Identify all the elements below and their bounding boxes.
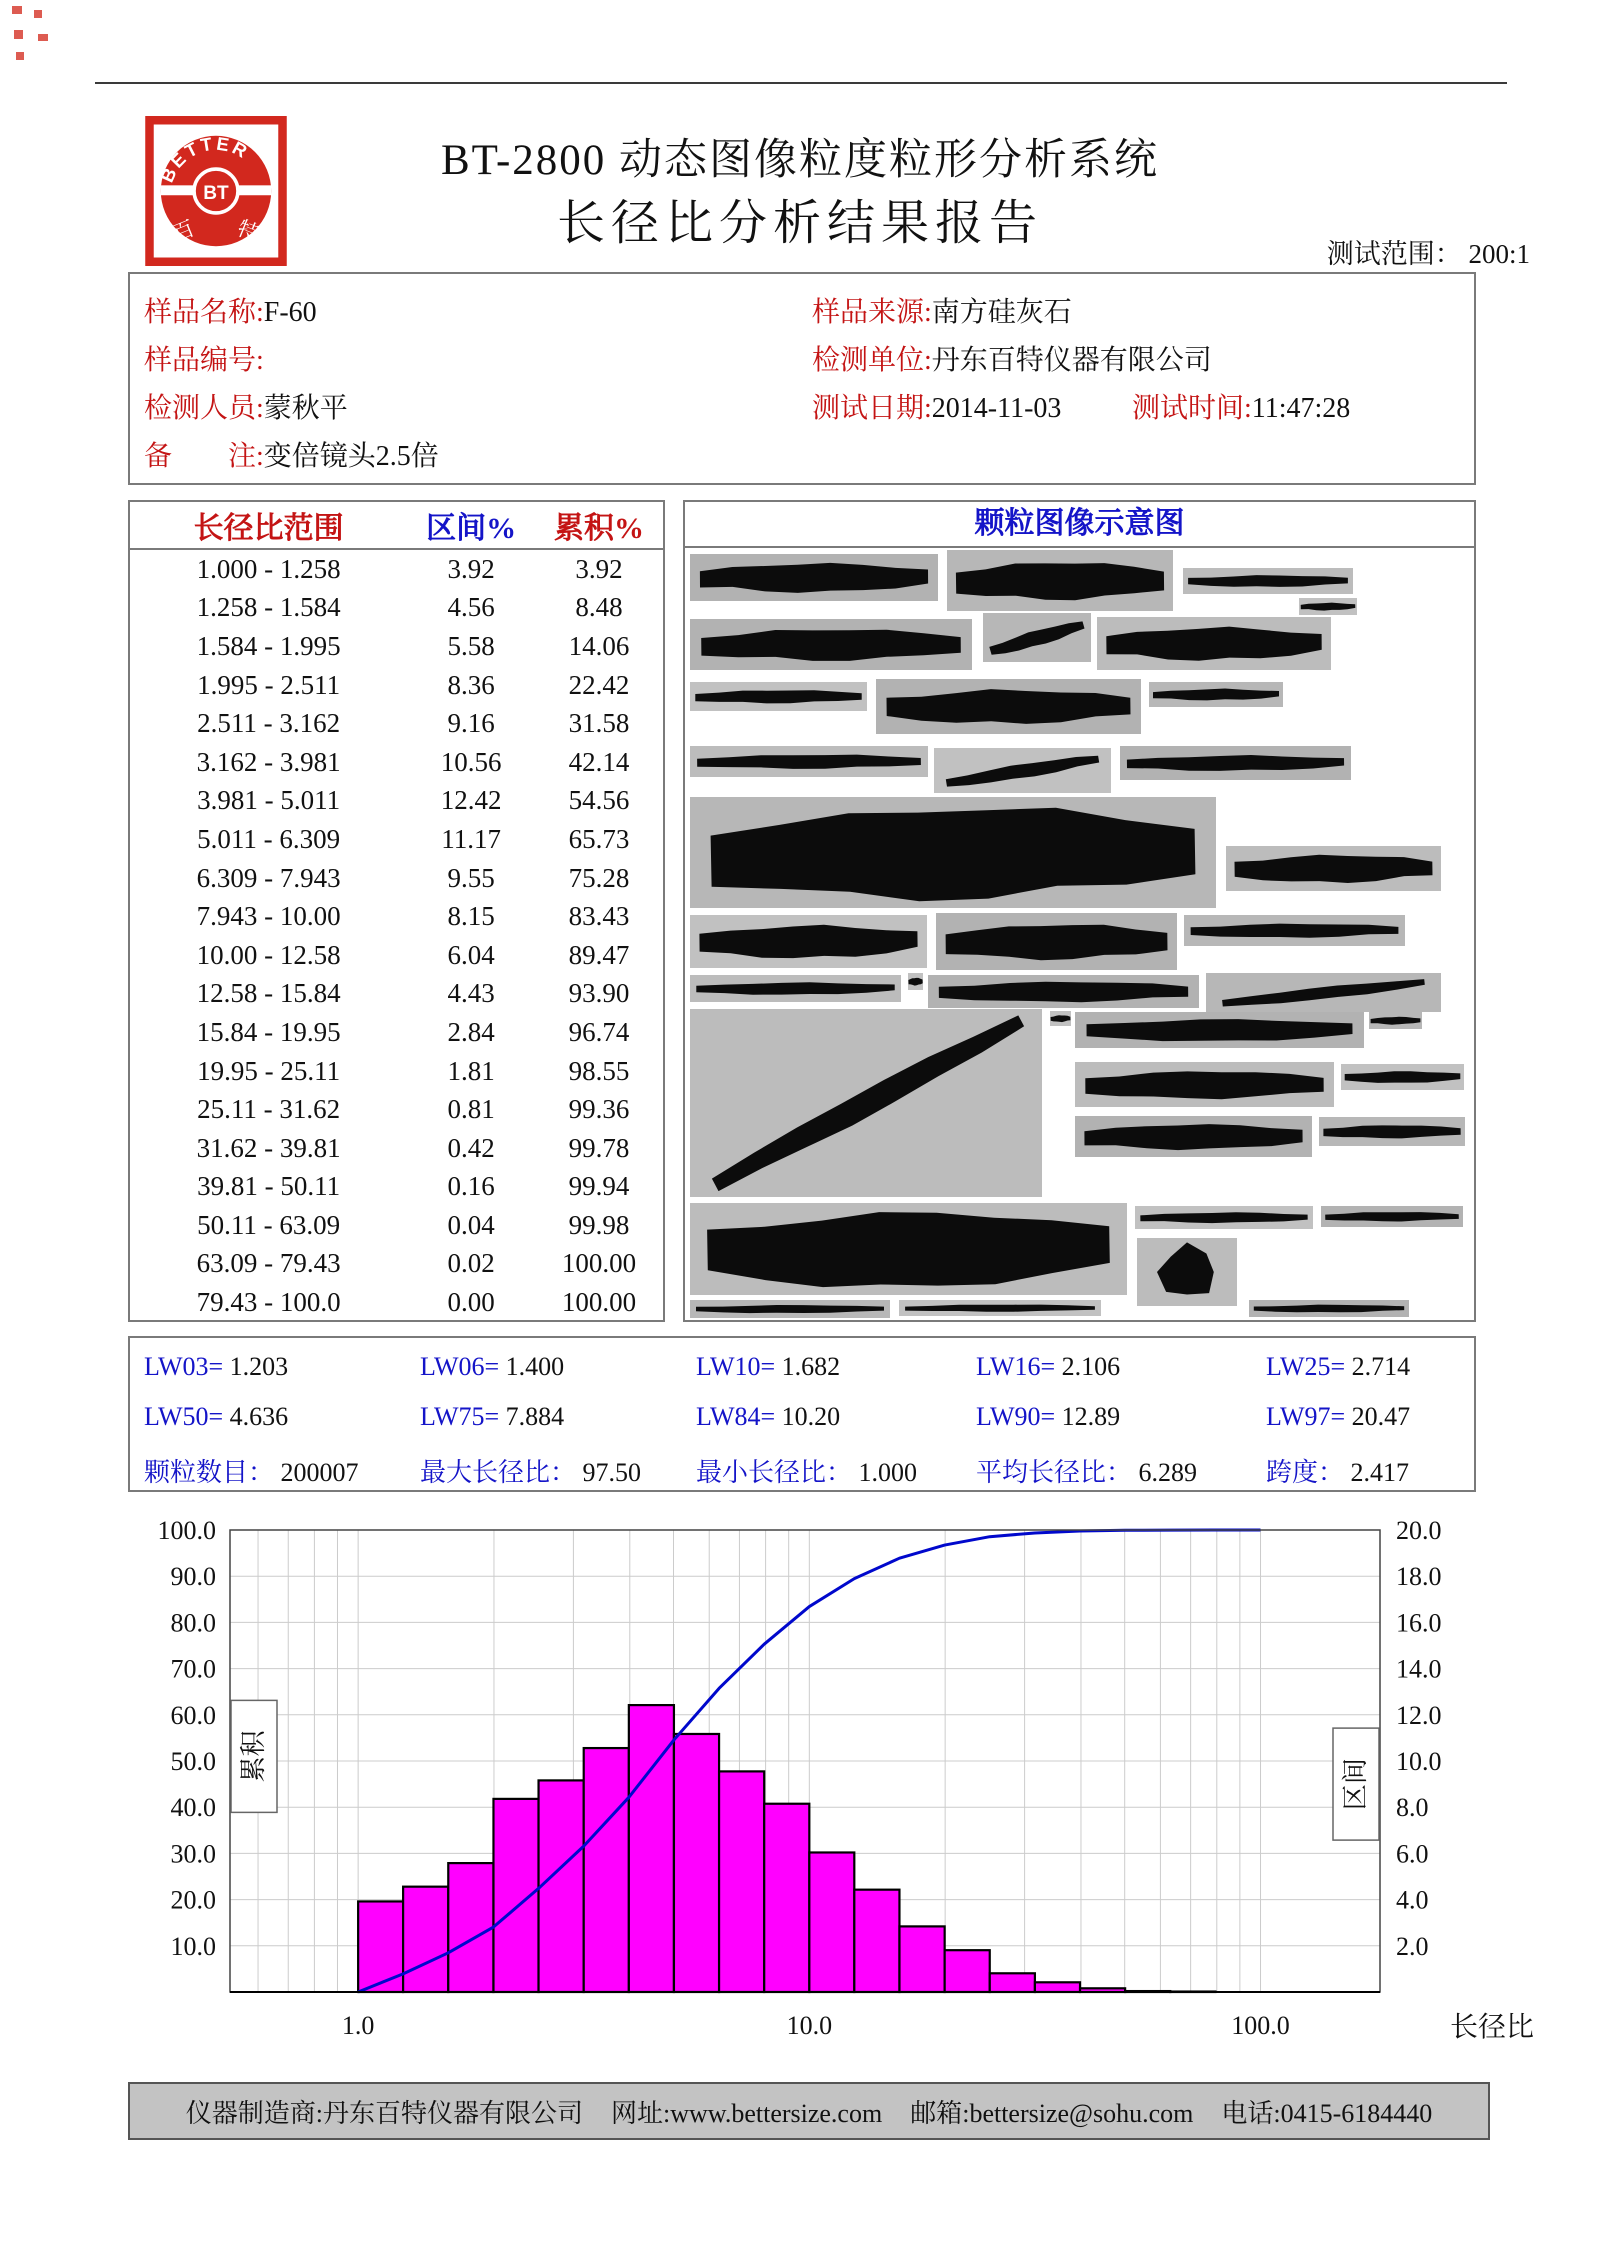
svg-text:100.0: 100.0 bbox=[157, 1516, 216, 1545]
range-cell: 63.09 - 79.43 bbox=[196, 1248, 341, 1279]
svg-text:14.0: 14.0 bbox=[1396, 1654, 1442, 1684]
stat-label: LW25= bbox=[1266, 1352, 1346, 1381]
stat-item bbox=[420, 1452, 641, 1489]
svg-text:10.0: 10.0 bbox=[786, 2011, 833, 2040]
cumulative-cell: 99.94 bbox=[568, 1171, 630, 1202]
stat-item bbox=[976, 1352, 1120, 1382]
stat-value: 200007 bbox=[274, 1458, 359, 1487]
particle-image bbox=[1075, 1062, 1334, 1107]
stat-value: 7.884 bbox=[499, 1402, 565, 1431]
sample-source-field: 样品来源:南方硅灰石 bbox=[812, 297, 1072, 328]
table-row bbox=[130, 1245, 663, 1284]
particle-image bbox=[690, 619, 972, 670]
interval-cell: 10.56 bbox=[440, 746, 502, 777]
interval-cell: 4.43 bbox=[447, 978, 495, 1009]
interval-cell: 8.36 bbox=[447, 669, 495, 700]
range-cell: 7.943 - 10.00 bbox=[196, 901, 341, 932]
particle-image bbox=[1341, 1064, 1464, 1090]
stat-value: 1.000 bbox=[852, 1458, 918, 1487]
sample-id-field: 样品编号: bbox=[144, 345, 264, 376]
svg-text:1.0: 1.0 bbox=[341, 2011, 375, 2040]
table-row bbox=[130, 1052, 663, 1091]
stat-value: 1.682 bbox=[775, 1352, 841, 1381]
range-cell: 19.95 - 25.11 bbox=[197, 1055, 341, 1086]
particle-image bbox=[690, 1300, 890, 1318]
range-cell: 2.511 - 3.162 bbox=[197, 708, 341, 739]
range-cell: 1.258 - 1.584 bbox=[196, 592, 341, 623]
svg-text:70.0: 70.0 bbox=[170, 1654, 216, 1684]
table-row bbox=[130, 975, 663, 1014]
svg-text:12.0: 12.0 bbox=[1396, 1700, 1442, 1730]
particle-image bbox=[690, 915, 927, 968]
cumulative-cell: 99.98 bbox=[568, 1209, 630, 1240]
svg-text:4.0: 4.0 bbox=[1396, 1885, 1429, 1915]
cumulative-cell: 99.78 bbox=[568, 1132, 630, 1163]
stat-label: 跨度： bbox=[1266, 1458, 1345, 1487]
table-row bbox=[130, 1206, 663, 1245]
particle-image bbox=[899, 1300, 1101, 1316]
particle-image bbox=[1249, 1300, 1409, 1317]
svg-text:10.0: 10.0 bbox=[1396, 1747, 1442, 1776]
stat-value: 2.417 bbox=[1344, 1458, 1410, 1487]
svg-text:特: 特 bbox=[233, 216, 263, 247]
range-cell: 31.62 - 39.81 bbox=[196, 1132, 341, 1163]
interval-cell: 9.55 bbox=[447, 862, 495, 893]
interval-cell: 0.42 bbox=[447, 1132, 495, 1163]
stat-label: 最大长径比： bbox=[420, 1458, 577, 1487]
range-cell: 5.011 - 6.309 bbox=[197, 823, 341, 854]
svg-text:60.0: 60.0 bbox=[170, 1700, 216, 1730]
footer-manufacturer: 仪器制造商:丹东百特仪器有限公司 bbox=[185, 2098, 583, 2128]
particle-image bbox=[1137, 1238, 1237, 1306]
table-row bbox=[130, 550, 663, 589]
svg-text:8.0: 8.0 bbox=[1396, 1793, 1429, 1823]
particle-image bbox=[1149, 682, 1283, 707]
particle-image bbox=[690, 746, 928, 777]
interval-cell: 0.04 bbox=[447, 1209, 495, 1240]
stat-label: LW50= bbox=[144, 1402, 224, 1431]
table-row bbox=[130, 1129, 663, 1168]
stat-item bbox=[1266, 1402, 1410, 1432]
report-title-line1: BT-2800 动态图像粒度粒形分析系统 bbox=[440, 137, 1160, 184]
svg-text:20.0: 20.0 bbox=[170, 1885, 216, 1915]
stat-value: 97.50 bbox=[576, 1458, 642, 1487]
cumulative-cell: 98.55 bbox=[568, 1055, 630, 1086]
stat-value: 4.636 bbox=[223, 1402, 289, 1431]
range-cell: 3.981 - 5.011 bbox=[197, 785, 341, 816]
col-header-cumulative: 累积% bbox=[554, 512, 645, 545]
interval-cell: 0.16 bbox=[447, 1171, 495, 1202]
stat-item bbox=[1266, 1352, 1410, 1382]
particle-image bbox=[1319, 1117, 1465, 1146]
statistics-box bbox=[128, 1336, 1476, 1492]
stat-item bbox=[696, 1402, 840, 1432]
test-range-label: 测试范围： bbox=[1326, 239, 1462, 269]
table-row bbox=[130, 704, 663, 743]
stat-item bbox=[976, 1402, 1120, 1432]
cumulative-cell: 100.00 bbox=[561, 1248, 637, 1279]
particle-image bbox=[1184, 915, 1405, 946]
svg-text:40.0: 40.0 bbox=[170, 1793, 216, 1823]
particle-image bbox=[690, 1203, 1127, 1295]
top-rule bbox=[95, 82, 1507, 84]
stat-label: LW97= bbox=[1266, 1402, 1346, 1431]
cumulative-cell: 65.73 bbox=[568, 823, 630, 854]
interval-cell: 1.81 bbox=[447, 1055, 495, 1086]
range-cell: 1.995 - 2.511 bbox=[197, 669, 341, 700]
table-row bbox=[130, 627, 663, 666]
svg-text:100.0: 100.0 bbox=[1231, 2011, 1290, 2040]
particle-image bbox=[1183, 568, 1353, 594]
col-header-interval: 区间% bbox=[426, 512, 517, 545]
stat-label: LW16= bbox=[976, 1352, 1056, 1381]
svg-text:90.0: 90.0 bbox=[170, 1562, 216, 1592]
table-row bbox=[130, 1090, 663, 1129]
particle-image bbox=[1135, 1206, 1313, 1229]
particle-image bbox=[1226, 846, 1441, 891]
interval-cell: 0.02 bbox=[447, 1248, 495, 1279]
particle-panel-title: 颗粒图像示意图 bbox=[685, 502, 1474, 548]
particle-image bbox=[690, 682, 867, 711]
stat-label: LW90= bbox=[976, 1402, 1056, 1431]
stat-value: 10.20 bbox=[775, 1402, 841, 1431]
interval-cell: 0.00 bbox=[447, 1287, 495, 1318]
sample-info-box bbox=[128, 272, 1476, 485]
cumulative-cell: 14.06 bbox=[568, 630, 630, 661]
particle-image bbox=[1097, 617, 1331, 670]
cumulative-cell: 75.28 bbox=[568, 862, 630, 893]
svg-text:区间: 区间 bbox=[1341, 1758, 1370, 1811]
stat-value: 2.714 bbox=[1345, 1352, 1411, 1381]
range-cell: 1.584 - 1.995 bbox=[196, 630, 341, 661]
table-row bbox=[130, 859, 663, 898]
range-cell: 15.84 - 19.95 bbox=[196, 1016, 341, 1047]
range-cell: 6.309 - 7.943 bbox=[196, 862, 341, 893]
particle-image bbox=[983, 613, 1091, 662]
range-cell: 50.11 - 63.09 bbox=[197, 1209, 341, 1240]
particle-image bbox=[908, 973, 923, 990]
footer-phone: 电话:0415-6184440 bbox=[1221, 2098, 1433, 2128]
svg-text:50.0: 50.0 bbox=[170, 1747, 216, 1776]
table-row bbox=[130, 897, 663, 936]
interval-cell: 9.16 bbox=[447, 708, 495, 739]
stat-label: LW84= bbox=[696, 1402, 776, 1431]
aspect-table-header bbox=[130, 502, 663, 550]
stat-label: LW03= bbox=[144, 1352, 224, 1381]
test-unit-field: 检测单位:丹东百特仪器有限公司 bbox=[812, 345, 1212, 376]
interval-cell: 8.15 bbox=[447, 901, 495, 932]
particle-image bbox=[928, 975, 1199, 1008]
svg-text:80.0: 80.0 bbox=[170, 1608, 216, 1638]
range-cell: 25.11 - 31.62 bbox=[197, 1094, 341, 1125]
stat-item bbox=[1266, 1452, 1409, 1489]
stat-item bbox=[144, 1452, 359, 1489]
interval-cell: 11.17 bbox=[441, 823, 501, 854]
range-cell: 1.000 - 1.258 bbox=[196, 553, 341, 584]
stat-item bbox=[976, 1452, 1197, 1489]
distribution-chart bbox=[90, 1515, 1590, 2080]
stat-item bbox=[144, 1352, 288, 1382]
range-cell: 39.81 - 50.11 bbox=[197, 1171, 341, 1202]
bettersize-logo bbox=[145, 116, 287, 266]
particle-image-panel bbox=[683, 500, 1476, 1322]
stat-value: 1.400 bbox=[499, 1352, 565, 1381]
interval-cell: 3.92 bbox=[447, 553, 495, 584]
footer-email: 邮箱:bettersize@sohu.com bbox=[910, 2098, 1194, 2128]
particle-image bbox=[1369, 1012, 1422, 1029]
cumulative-cell: 22.42 bbox=[568, 669, 630, 700]
stat-label: LW06= bbox=[420, 1352, 500, 1381]
stat-value: 12.89 bbox=[1055, 1402, 1121, 1431]
table-row bbox=[130, 743, 663, 782]
table-row bbox=[130, 1013, 663, 1052]
svg-text:BETTER: BETTER bbox=[156, 132, 254, 186]
svg-text:6.0: 6.0 bbox=[1396, 1839, 1429, 1869]
cumulative-cell: 89.47 bbox=[568, 939, 630, 970]
stat-item bbox=[696, 1352, 840, 1382]
particle-image bbox=[934, 748, 1111, 793]
footer-website: 网址:www.bettersize.com bbox=[610, 2098, 883, 2128]
table-row bbox=[130, 1168, 663, 1207]
range-cell: 12.58 - 15.84 bbox=[196, 978, 341, 1009]
table-row bbox=[130, 666, 663, 705]
range-cell: 79.43 - 100.0 bbox=[196, 1287, 341, 1318]
aspect-table-body bbox=[130, 550, 663, 1322]
cumulative-cell: 100.00 bbox=[561, 1287, 637, 1318]
cumulative-cell: 96.74 bbox=[568, 1016, 630, 1047]
svg-text:2.0: 2.0 bbox=[1396, 1931, 1429, 1961]
particle-image bbox=[1075, 1012, 1364, 1048]
stat-value: 6.289 bbox=[1132, 1458, 1198, 1487]
aspect-ratio-table bbox=[128, 500, 665, 1322]
particle-image bbox=[876, 679, 1141, 734]
stat-item bbox=[420, 1352, 564, 1382]
particle-image bbox=[690, 975, 901, 1002]
range-cell: 3.162 - 3.981 bbox=[196, 746, 341, 777]
interval-cell: 12.42 bbox=[440, 785, 502, 816]
particle-image bbox=[1321, 1206, 1463, 1227]
stat-item bbox=[420, 1402, 564, 1432]
cumulative-cell: 42.14 bbox=[568, 746, 630, 777]
interval-cell: 4.56 bbox=[447, 592, 495, 623]
report-title-line2: 长径比分析结果报告 bbox=[556, 197, 1043, 250]
cumulative-cell: 83.43 bbox=[568, 901, 630, 932]
svg-text:长径比: 长径比 bbox=[1449, 2012, 1535, 2043]
cumulative-cell: 8.48 bbox=[575, 592, 623, 623]
table-row bbox=[130, 1283, 663, 1322]
svg-text:累积: 累积 bbox=[239, 1730, 268, 1783]
test-date-field: 测试日期:2014-11-03 bbox=[812, 393, 1062, 424]
cumulative-cell: 93.90 bbox=[568, 978, 630, 1009]
particle-image bbox=[690, 797, 1216, 908]
stat-value: 20.47 bbox=[1345, 1402, 1411, 1431]
particle-image bbox=[947, 550, 1173, 611]
stat-label: 平均长径比： bbox=[976, 1458, 1133, 1487]
particle-image bbox=[1299, 598, 1357, 615]
svg-text:30.0: 30.0 bbox=[170, 1839, 216, 1869]
particle-thumbnails bbox=[685, 548, 1474, 1322]
stat-label: 最小长径比： bbox=[696, 1458, 853, 1487]
table-row bbox=[130, 936, 663, 975]
stat-label: LW10= bbox=[696, 1352, 776, 1381]
particle-image bbox=[1120, 746, 1351, 780]
sample-name-field: 样品名称:F-60 bbox=[144, 297, 317, 328]
svg-text:BT: BT bbox=[203, 182, 229, 204]
stat-value: 1.203 bbox=[223, 1352, 289, 1381]
particle-image bbox=[1206, 973, 1441, 1012]
interval-cell: 5.58 bbox=[447, 630, 495, 661]
svg-text:10.0: 10.0 bbox=[170, 1931, 216, 1961]
interval-cell: 2.84 bbox=[447, 1016, 495, 1047]
stat-item bbox=[144, 1402, 288, 1432]
particle-image bbox=[1075, 1116, 1312, 1157]
svg-text:18.0: 18.0 bbox=[1396, 1562, 1442, 1592]
range-cell: 10.00 - 12.58 bbox=[196, 939, 341, 970]
svg-text:百: 百 bbox=[169, 216, 199, 247]
particle-image bbox=[690, 554, 938, 601]
particle-image bbox=[690, 1009, 1042, 1197]
interval-cell: 6.04 bbox=[447, 939, 495, 970]
operator-field: 检测人员:蒙秋平 bbox=[144, 393, 348, 424]
cumulative-cell: 31.58 bbox=[568, 708, 630, 739]
test-time-field: 测试时间:11:47:28 bbox=[1132, 393, 1351, 424]
footer-bar bbox=[128, 2082, 1490, 2140]
test-range bbox=[1150, 232, 1530, 271]
table-row bbox=[130, 820, 663, 859]
stat-value: 2.106 bbox=[1055, 1352, 1121, 1381]
stat-item bbox=[696, 1452, 917, 1489]
particle-image bbox=[1050, 1011, 1071, 1026]
interval-cell: 0.81 bbox=[447, 1094, 495, 1125]
cumulative-cell: 3.92 bbox=[575, 553, 623, 584]
col-header-range: 长径比范围 bbox=[193, 512, 344, 545]
svg-text:16.0: 16.0 bbox=[1396, 1608, 1442, 1638]
bettersize-logo-icon bbox=[145, 116, 287, 266]
test-range-value: 200:1 bbox=[1468, 239, 1530, 269]
particle-image bbox=[936, 913, 1177, 970]
svg-text:20.0: 20.0 bbox=[1396, 1516, 1442, 1545]
stat-label: LW75= bbox=[420, 1402, 500, 1431]
table-row bbox=[130, 782, 663, 821]
cumulative-cell: 54.56 bbox=[568, 785, 630, 816]
cumulative-cell: 99.36 bbox=[568, 1094, 630, 1125]
remark-field: 备 注:变倍镜头2.5倍 bbox=[144, 441, 439, 472]
stat-label: 颗粒数目： bbox=[144, 1458, 275, 1487]
table-row bbox=[130, 589, 663, 628]
